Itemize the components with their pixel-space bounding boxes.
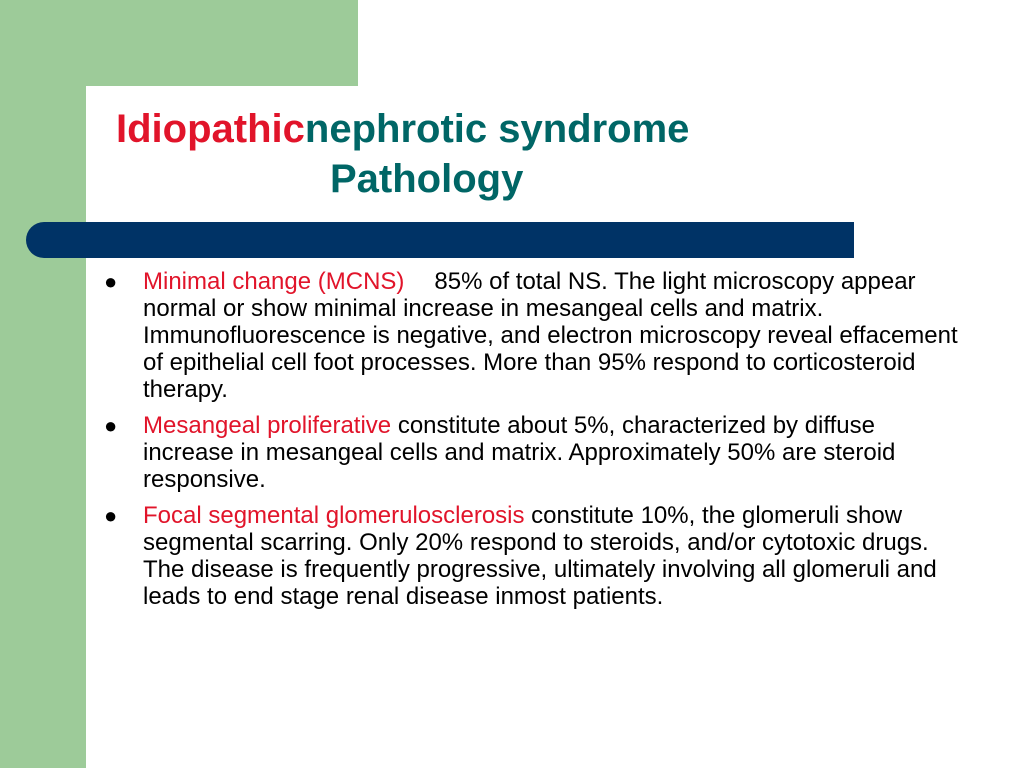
slide-title [116,104,836,204]
bullet-item-fsgs [100,502,960,610]
bullet-term: Focal segmental glomerulosclerosis [143,502,525,529]
title-divider-bar [26,222,854,258]
green-sidebar-strip [0,0,86,768]
bullet-text: constitute about 5%, characterized by diffuse increase in mesangeal cells and matrix. Approximately 50% are steroid responsive. [143,412,896,493]
bullet-dot-icon: ● [104,503,118,528]
bullet-dot-icon: ● [104,269,118,294]
bullet-text: constitute 10%, the glomeruli show segmental scarring. Only 20% respond to steroids, and/or cytotoxic drugs. The disease is frequently progressive, ultimately involving all glomeruli and leads to end stage renal disease inmost patients. [143,502,937,610]
bullet-text: 85% of total NS. The light microscopy appear normal or show minimal increase in mesangeal cells and matrix. Immunofluorescence is negative, and electron microscopy reveal effacement of epithelial cell foot processes. More than 95% respond to corticosteroid therapy. [143,268,958,403]
bullet-item-minimal-change [100,268,960,403]
bullet-term: Minimal change (MCNS) [143,268,405,295]
bullet-dot-icon: ● [104,413,118,438]
bullet-term: Mesangeal proliferative [143,412,392,439]
green-top-block [0,0,358,86]
bullet-item-mesangeal-proliferative [100,412,960,493]
title-subtitle: Pathology [330,157,524,201]
title-main: nephrotic syndrome [304,107,690,151]
title-highlight: Idiopathic [116,107,305,151]
bullet-list [100,268,960,619]
